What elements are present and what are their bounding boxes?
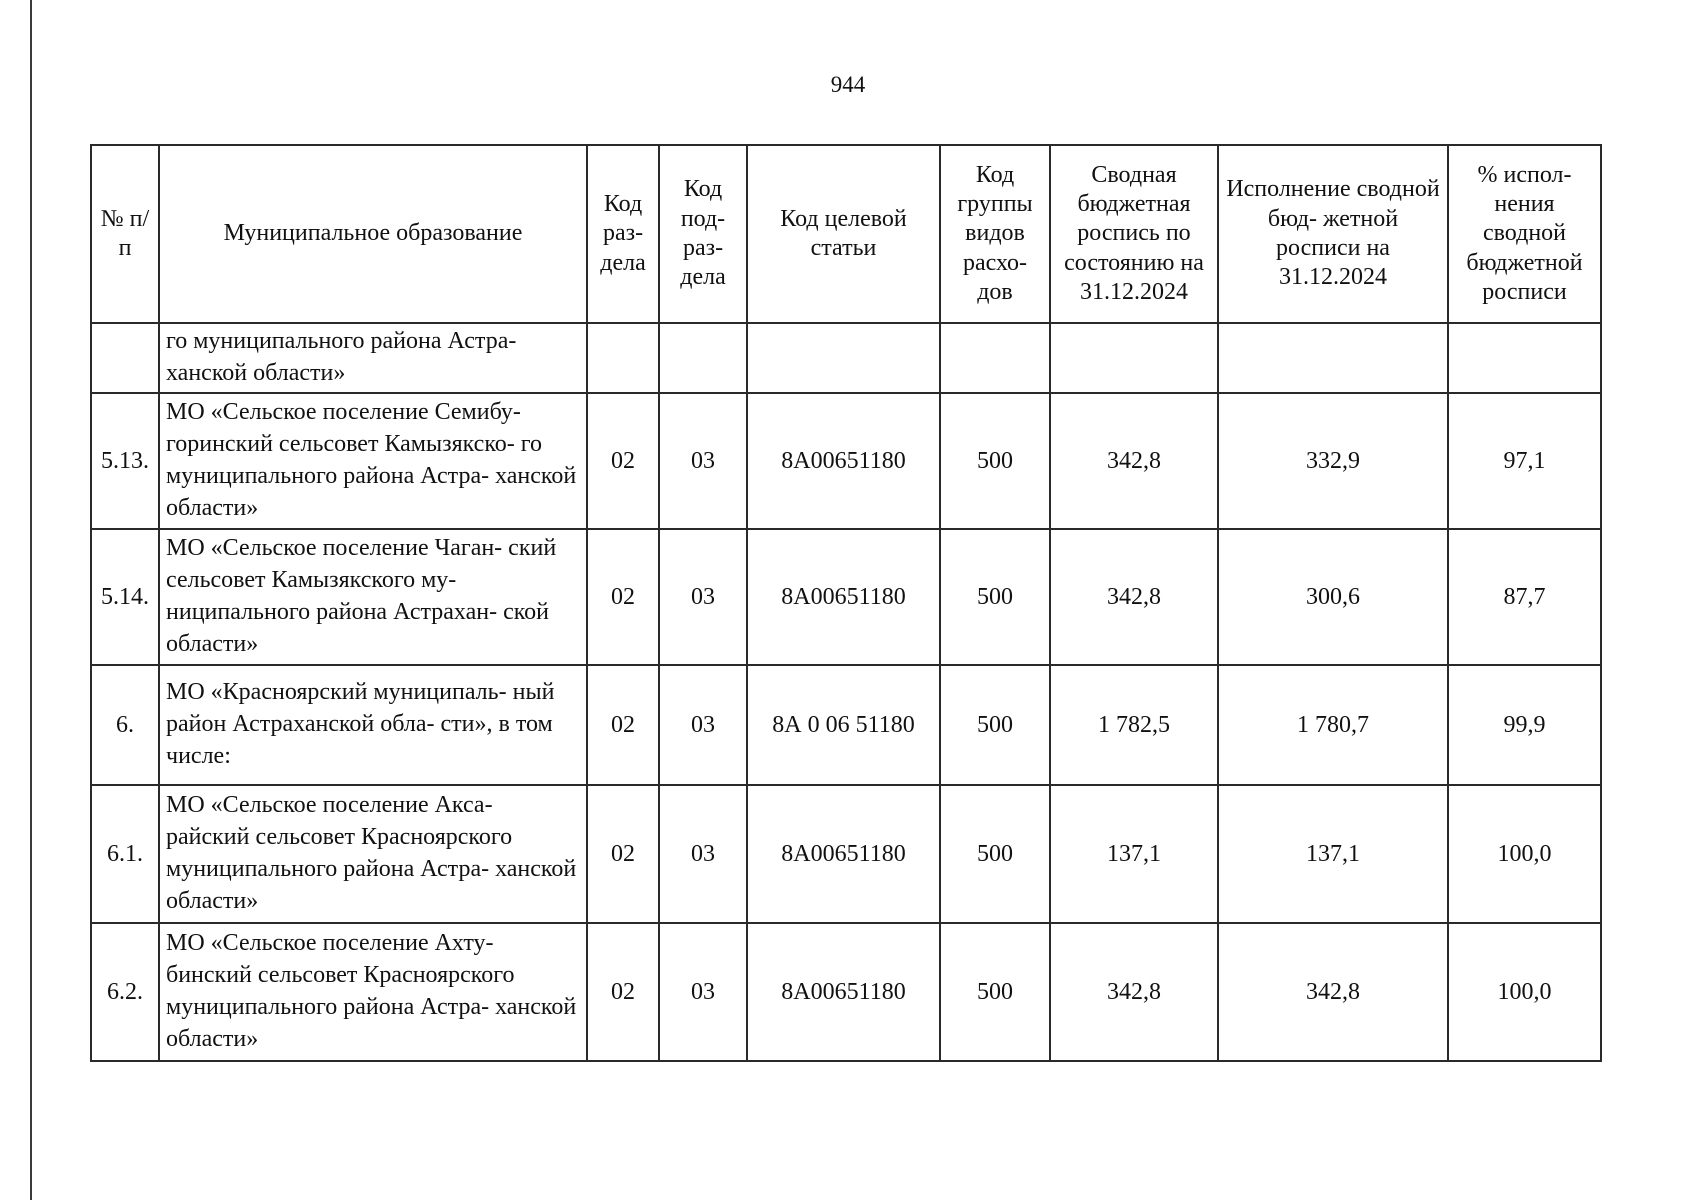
row-target-article-code: 8А00651180 <box>747 529 940 665</box>
row-num: 6.2. <box>91 923 159 1061</box>
row-subsection-code: 03 <box>659 785 747 923</box>
row-target-article-code: 8А00651180 <box>747 393 940 529</box>
row-subsection-code: 03 <box>659 665 747 785</box>
table-row <box>91 665 1601 785</box>
row-execution-percent: 100,0 <box>1448 785 1601 923</box>
row-num: 5.14. <box>91 529 159 665</box>
row-budget-execution: 300,6 <box>1218 529 1448 665</box>
row-section-code: 02 <box>587 393 659 529</box>
table-row <box>91 785 1601 923</box>
header-budget-execution: Исполнение сводной бюд- жетной росписи на 31.12.2024 <box>1218 145 1448 323</box>
row-num: 6.1. <box>91 785 159 923</box>
header-expense-group-code: Код группы видов расхо- дов <box>940 145 1050 323</box>
margin-line <box>30 0 32 1200</box>
row-target-article-code: 8А00651180 <box>747 785 940 923</box>
row-target-article-code <box>747 323 940 393</box>
budget-execution-table <box>90 144 1602 1062</box>
row-budget-execution: 1 780,7 <box>1218 665 1448 785</box>
header-target-article-code: Код целевой статьи <box>747 145 940 323</box>
row-num <box>91 323 159 393</box>
header-subsection-code: Код под- раз- дела <box>659 145 747 323</box>
row-municipality: МО «Красноярский муниципаль- ный район Астраханской обла- сти», в том числе: <box>159 665 587 785</box>
row-expense-group-code: 500 <box>940 665 1050 785</box>
row-budget-plan: 342,8 <box>1050 393 1218 529</box>
header-section-code: Код раз- дела <box>587 145 659 323</box>
row-section-code: 02 <box>587 529 659 665</box>
row-municipality: МО «Сельское поселение Чаган- ский сельсовет Камызякского му- ниципального района Астрахан- ской области» <box>159 529 587 665</box>
row-budget-execution <box>1218 323 1448 393</box>
row-execution-percent: 99,9 <box>1448 665 1601 785</box>
row-budget-plan: 137,1 <box>1050 785 1218 923</box>
row-section-code <box>587 323 659 393</box>
row-execution-percent <box>1448 323 1601 393</box>
row-budget-execution: 342,8 <box>1218 923 1448 1061</box>
header-budget-plan: Сводная бюджетная роспись по состоянию на 31.12.2024 <box>1050 145 1218 323</box>
header-execution-percent: % испол- нения сводной бюджетной росписи <box>1448 145 1601 323</box>
row-subsection-code: 03 <box>659 529 747 665</box>
row-subsection-code: 03 <box>659 393 747 529</box>
table-row <box>91 323 1601 393</box>
row-municipality: МО «Сельское поселение Ахту- бинский сельсовет Красноярского муниципального района Астра- ханской области» <box>159 923 587 1061</box>
row-municipality: го муниципального района Астра- ханской области» <box>159 323 587 393</box>
row-expense-group-code: 500 <box>940 529 1050 665</box>
row-execution-percent: 100,0 <box>1448 923 1601 1061</box>
row-expense-group-code: 500 <box>940 393 1050 529</box>
row-section-code: 02 <box>587 665 659 785</box>
table-row <box>91 529 1601 665</box>
row-budget-plan: 342,8 <box>1050 529 1218 665</box>
row-target-article-code: 8А 0 06 51180 <box>747 665 940 785</box>
row-expense-group-code <box>940 323 1050 393</box>
row-target-article-code: 8А00651180 <box>747 923 940 1061</box>
row-budget-plan: 342,8 <box>1050 923 1218 1061</box>
table-header-row <box>91 145 1601 323</box>
row-expense-group-code: 500 <box>940 785 1050 923</box>
row-municipality: МО «Сельское поселение Семибу- горинский сельсовет Камызякско- го муниципального района Астра- ханской области» <box>159 393 587 529</box>
header-municipality: Муниципальное образование <box>159 145 587 323</box>
row-expense-group-code: 500 <box>940 923 1050 1061</box>
row-budget-plan: 1 782,5 <box>1050 665 1218 785</box>
row-section-code: 02 <box>587 785 659 923</box>
row-budget-plan <box>1050 323 1218 393</box>
row-num: 5.13. <box>91 393 159 529</box>
row-budget-execution: 137,1 <box>1218 785 1448 923</box>
table-row <box>91 393 1601 529</box>
row-budget-execution: 332,9 <box>1218 393 1448 529</box>
header-num: № п/п <box>91 145 159 323</box>
row-execution-percent: 87,7 <box>1448 529 1601 665</box>
row-subsection-code: 03 <box>659 923 747 1061</box>
row-subsection-code <box>659 323 747 393</box>
row-municipality: МО «Сельское поселение Акса- райский сельсовет Красноярского муниципального района Астра- ханской области» <box>159 785 587 923</box>
row-num: 6. <box>91 665 159 785</box>
row-execution-percent: 97,1 <box>1448 393 1601 529</box>
page-number: 944 <box>830 72 866 97</box>
row-section-code: 02 <box>587 923 659 1061</box>
table-row <box>91 923 1601 1061</box>
